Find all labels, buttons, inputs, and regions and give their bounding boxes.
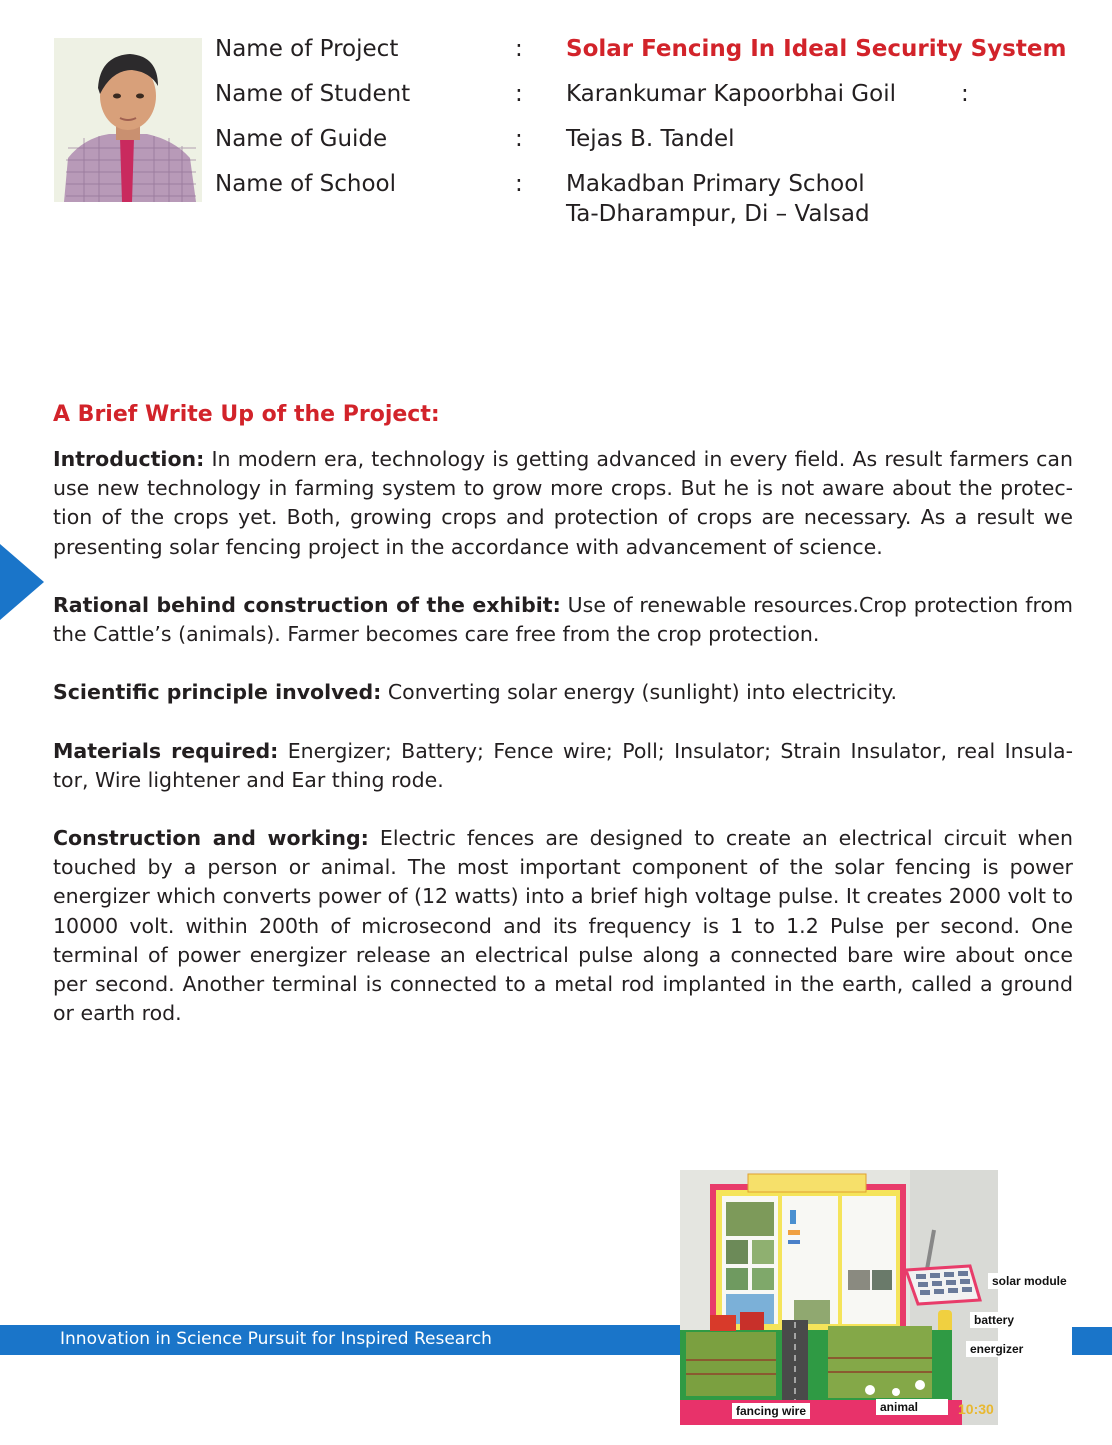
colon-separator: : — [515, 171, 523, 197]
footer-tagline: Innovation in Science Pursuit for Inspired Research — [60, 1329, 492, 1349]
photo-timestamp: 10:30 — [958, 1401, 994, 1417]
rationale-text: Use of renewable resources.Crop protection from the Cattle’s (animals). Farmer becomes care free from the crop protection. — [53, 593, 1073, 647]
school-address: Ta-Dharampur, Di – Valsad — [566, 201, 870, 227]
label-solar-module: solar module — [988, 1273, 1071, 1289]
trailing-colon: : — [961, 81, 969, 107]
materials-paragraph — [53, 737, 1073, 795]
introduction-heading: Introduction: — [53, 447, 205, 471]
student-photo — [54, 38, 202, 202]
blue-triangle-marker — [0, 544, 44, 620]
student-portrait-image — [54, 38, 202, 202]
colon-separator: : — [515, 126, 523, 152]
construction-paragraph — [53, 824, 1073, 1028]
materials-text: Energizer; Battery; Fence wire; Poll; Insulator; Strain Insulator, real Insula-tor, Wire lightener and Ear thing rode. — [53, 739, 1073, 793]
project-label: Name of Project — [215, 36, 399, 62]
colon-separator: : — [515, 81, 523, 107]
rationale-heading: Rational behind construction of the exhibit: — [53, 593, 561, 617]
project-title: Solar Fencing In Ideal Security System — [566, 36, 1067, 62]
principle-heading: Scientific principle involved: — [53, 680, 382, 704]
construction-heading: Construction and working: — [53, 826, 369, 850]
label-fencing-wire: fancing wire — [732, 1403, 810, 1419]
student-label: Name of Student — [215, 81, 411, 107]
guide-name: Tejas B. Tandel — [566, 126, 735, 152]
exhibit-photo — [680, 1170, 1067, 1425]
principle-paragraph — [53, 678, 1073, 707]
introduction-text: In modern era, technology is getting advanced in every field. As result farmers can use new technology in farming system to grow more crops. But he is not aware about the protec-tion of the crops yet. Both, growing crops and protection of crops are necessary. As a result we presenting solar fencing project in the accordance with advancement of science. — [53, 447, 1073, 559]
label-energizer: energizer — [966, 1341, 1027, 1357]
principle-text: Converting solar energy (sunlight) into electricity. — [387, 680, 897, 704]
introduction-paragraph — [53, 445, 1073, 562]
materials-heading: Materials required: — [53, 739, 279, 763]
rationale-paragraph — [53, 591, 1073, 649]
footer-right-bar — [1072, 1327, 1112, 1355]
exhibit-model-image — [680, 1170, 998, 1425]
label-animal: animal — [876, 1399, 948, 1415]
school-name: Makadban Primary School — [566, 171, 865, 197]
construction-text: Electric fences are designed to create an electrical circuit when touched by a person or animal. The most important component of the solar fencing is power energizer which converts power of (12 watts) into a brief high voltage pulse. It creates 2000 volt to 10000 volt. within 200th of microsecond and its frequency is 1 to 1.2 Pulse per second. One terminal of power energizer release an electrical pulse along a connected bare wire about once per second. Another terminal is connected to a metal rod implanted in the earth, called a ground or earth rod. — [53, 826, 1073, 1026]
label-battery: battery — [970, 1312, 1018, 1328]
guide-label: Name of Guide — [215, 126, 388, 152]
colon-separator: : — [515, 36, 523, 62]
school-label: Name of School — [215, 171, 397, 197]
student-name: Karankumar Kapoorbhai Goil — [566, 81, 896, 107]
writeup-title: A Brief Write Up of the Project: — [53, 402, 440, 427]
